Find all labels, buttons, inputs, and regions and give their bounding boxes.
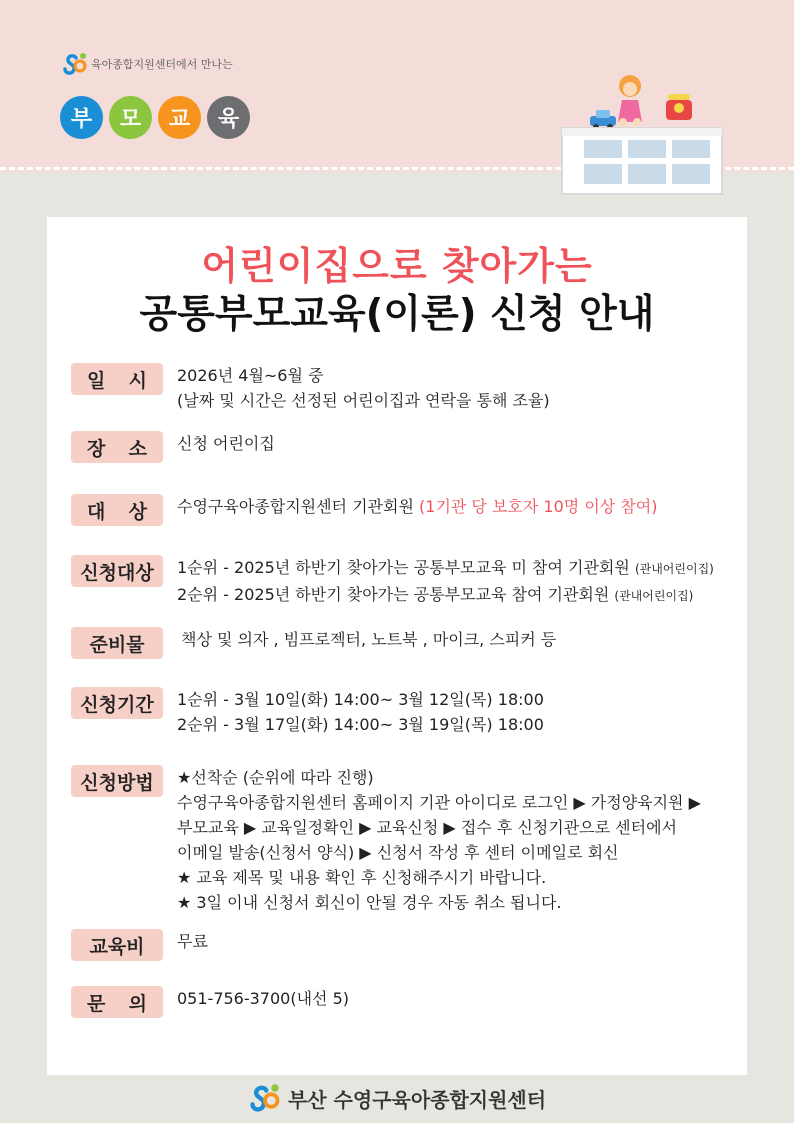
row-contact — [71, 986, 349, 1018]
label-priority: 신청대상 — [71, 555, 163, 587]
badge-yuk: 육 — [207, 96, 250, 139]
place-value: 신청 어린이집 — [177, 434, 275, 453]
info-card — [47, 217, 747, 1075]
target-value: 수영구육아종합지원센터 기관회원 — [177, 497, 420, 516]
label-date: 일 시 — [71, 363, 163, 395]
target-condition: (1기관 당 보호자 10명 이상 참여) — [419, 497, 658, 516]
badge-mo: 모 — [109, 96, 152, 139]
program-badges — [60, 96, 256, 139]
toy-shelf-illustration — [560, 70, 730, 195]
badge-bu: 부 — [60, 96, 103, 139]
row-date — [71, 363, 550, 413]
date-note: (날짜 및 시간은 선정된 어린이집과 연락을 통해 조율) — [177, 391, 550, 410]
label-target: 대 상 — [71, 494, 163, 526]
label-fee: 교육비 — [71, 929, 163, 961]
method-line: ★ 3일 이내 신청서 회신이 안될 경우 자동 취소 됩니다. — [177, 893, 562, 912]
fee-value: 무료 — [177, 932, 208, 951]
footer-logo-icon — [248, 1083, 282, 1113]
row-place — [71, 431, 275, 463]
contact-value: 051-756-3700(내선 5) — [177, 989, 350, 1008]
method-line: 이메일 발송(신청서 양식) ▶ 신청서 작성 후 센터 이메일로 회신 — [177, 843, 619, 862]
row-target — [71, 494, 658, 526]
footer-org-name: 부산 수영구육아종합지원센터 — [287, 1087, 547, 1112]
center-logo-icon — [62, 52, 88, 76]
badge-gyo: 교 — [158, 96, 201, 139]
label-place: 장 소 — [71, 431, 163, 463]
method-line: 부모교육 ▶ 교육일정확인 ▶ 교육신청 ▶ 접수 후 신청기관으로 센터에서 — [177, 818, 678, 837]
label-contact: 문 의 — [71, 986, 163, 1018]
priority-line-2: 2순위 - 2025년 하반기 찾아가는 공통부모교육 참여 기관회원 (관내어린이집) — [177, 585, 694, 604]
row-period — [71, 687, 544, 737]
period-line-1: 1순위 - 3월 10일(화) 14:00~ 3월 12일(목) 18:00 — [177, 690, 544, 709]
label-method: 신청방법 — [71, 765, 163, 797]
method-line: 수영구육아종합지원센터 홈페이지 기관 아이디로 로그인 ▶ 가정양육지원 ▶ — [177, 793, 701, 812]
center-logo — [62, 52, 233, 76]
title-line-1: 어린이집으로 찾아가는 — [201, 244, 593, 288]
supplies-value: 책상 및 의자 , 빔프로젝터, 노트북 , 마이크, 스피커 등 — [181, 630, 557, 649]
row-fee — [71, 929, 208, 961]
label-period: 신청기간 — [71, 687, 163, 719]
header-subtitle: 육아종합지원센터에서 만나는 — [91, 58, 233, 71]
priority-line-1: 1순위 - 2025년 하반기 찾아가는 공통부모교육 미 참여 기관회원 (관내어린이집) — [177, 558, 714, 577]
row-priority — [71, 555, 714, 609]
method-line: ★선착순 (순위에 따라 진행) — [177, 768, 374, 787]
row-supplies — [71, 627, 556, 659]
row-method — [71, 765, 701, 915]
date-value: 2026년 4월~6월 중 — [177, 366, 324, 385]
footer — [0, 1083, 794, 1113]
period-line-2: 2순위 - 3월 17일(화) 14:00~ 3월 19일(목) 18:00 — [177, 715, 544, 734]
title-line-2: 공통부모교육(이론) 신청 안내 — [139, 292, 655, 337]
label-supplies: 준비물 — [71, 627, 163, 659]
method-line: ★ 교육 제목 및 내용 확인 후 신청해주시기 바랍니다. — [177, 868, 547, 887]
